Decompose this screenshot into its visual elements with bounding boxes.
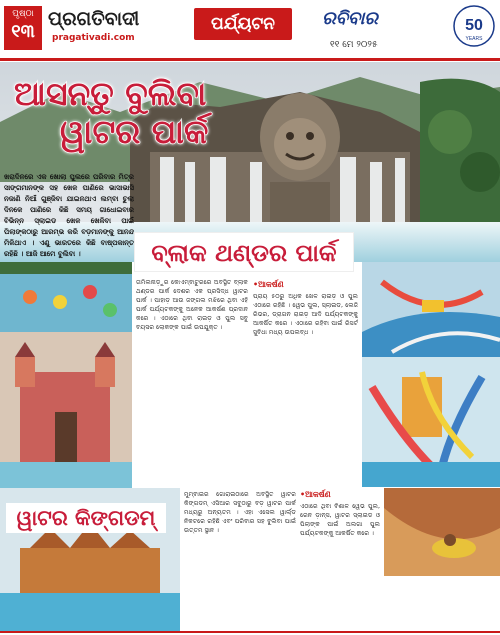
footer-rule <box>0 631 500 633</box>
section1-title: ବ୍ଲାକ ଥଣ୍ଡର ପାର୍କ <box>134 232 354 272</box>
section2-subhead: •ଆକର୍ଷଣ <box>300 490 331 499</box>
header-rule <box>0 58 500 61</box>
slide-ride-photo <box>362 262 500 357</box>
page-number-box <box>4 6 42 50</box>
headline-line1: ଆସନ୍ତୁ ବୁଲିବା <box>14 74 207 113</box>
logo-subtext: YEARS <box>465 36 483 42</box>
logo-number: 50 <box>465 17 483 34</box>
section1-right-text: ପ୍ରାୟ ୫୦ରୁ ଅଧିକ ଖେଳ ରାଇଡ଼ ଓ ପୁଲ ଏଠାରେ ରହିଛି । ୱେଭ ପୁଲ, ସ୍ଲାଇଡ, ଲେଜି ରିଭର, ଡ୍ରାଗନ ରାଇଡ଼ ଆଦି ପର୍ଯ୍ୟଟକଙ୍କୁ ଆକର୍ଷିତ କରେ । ଏଠାରେ ରହିବା ପାଇଁ ରିସର୍ଟ ସୁବିଧା ମଧ୍ୟ ଉପଲବ୍ଧ । <box>253 293 358 336</box>
castle-park-photo <box>0 332 132 492</box>
section2-title: ୱାଟର କିଙ୍ଗଡମ୍ <box>6 503 166 533</box>
page-number: ୧୩ <box>11 21 35 42</box>
section2-right-text: ଏଠାରେ ଥିବା ବିଶାଳ ୱେଭ ପୁଲ, ରେନ ଡ଼ାନ୍ସ, ୱାଟର ସ୍ଲାଇଡ ଓ ପିଲାଙ୍କ ପାଇଁ ଅଲଗା ପୁଲ ପର୍ଯ୍ୟଟକଙ୍କୁ ଆକର୍ଷିତ କରେ । <box>300 503 380 537</box>
colorful-slides-photo <box>362 357 500 487</box>
anniversary-logo <box>452 4 496 48</box>
section1-left-text: ତାମିଲନାଡ଼ୁର କୋଏମ୍ବାଟୁରରେ ଅବସ୍ଥିତ ବ୍ଲାକ ଥଣ୍ଡର ପାର୍କ ଦେଶର ଏକ ପ୍ରସିଦ୍ଧ ୱାଟର ପାର୍କ । ପାହାଡ଼ ଆଉ ଜଙ୍ଗଲ ମଝିରେ ଥିବା ଏହି ପାର୍କ ପର୍ଯ୍ୟଟକଙ୍କୁ ଅନେକ ଆକର୍ଷଣ ପ୍ରଦାନ କରେ । ଏଠାରେ ଥିବା ରାଇଡ଼ ଓ ପୁଲ ସବୁ ବୟସର ଲୋକଙ୍କ ପାଇଁ ଉପଯୁକ୍ତ । <box>136 279 248 331</box>
section2-left-text: ମୁମ୍ବାଇର ଗୋରାଇଠାରେ ଅବସ୍ଥିତ ୱାଟର କିଙ୍ଗଡମ୍ ଏସିଆର ସବୁଠାରୁ ବଡ଼ ୱାଟର ପାର୍କ ମଧ୍ୟରୁ ଅନ୍ୟତମ । ଏହା ଏସେଲ ୱାର୍ଲ୍ଡ ନିକଟରେ ରହିଛି ଏବଂ ପରିବାର ସହ ବୁଲିବା ପାଇଁ ଉତ୍ତମ ସ୍ଥାନ । <box>184 491 296 534</box>
intro-paragraph: ଖରାଦିନରେ ଏକ ଖୋଲା ପୁଲରେ ପରିବାର ମିତ୍ର ସାଙ୍ଗମାନଙ୍କ ସହ ଖେଳ ପାଣିରେ ଭାସାଭାସି ନଜାଣି ନିଆଁ ଗୁଞ୍ଜିବା ଯାଇନଥାଏ ଲମ୍ବା ଚୁଲା ଦିନକେ ପାଣିରେ କିଛି ସମୟ ଗାଧୋଇବାର ବିଭିନ୍ନ ସ୍ଲାଇଡ ଖେଳ ଖେଳିବା ପାଇଁ ପିଲାଙ୍କଠାରୁ ଆରମ୍ଭ କରି ବଡ଼ମାନଙ୍କୁ ଆନନ୍ଦ ମିଳିଥାଏ । ଏଣୁ ଭାରତରେ କିଛି ବାଷ୍ପକାନ୍ତ ରହିଛି । ଆଜି ଆମେ ବୁଲିବା । <box>4 173 134 258</box>
website-url: pragativadi.com <box>52 33 135 43</box>
lazy-river-photo <box>0 262 132 332</box>
section1-subhead: •ଆକର୍ଷଣ <box>253 280 284 289</box>
headline-line2: ୱାଟର ପାର୍କ <box>60 112 209 151</box>
tube-slide-photo <box>384 488 500 576</box>
section-title: ପର୍ଯ୍ୟଟନ <box>194 8 292 40</box>
page-label: ପୃଷ୍ଠା <box>12 9 34 19</box>
issue-date: ୧୧ ମେ ୨୦୨୫ <box>330 40 378 50</box>
newspaper-brand: ପ୍ରଗତିବାଦୀ <box>48 8 140 30</box>
day-name: ରବିବାର <box>322 8 378 29</box>
